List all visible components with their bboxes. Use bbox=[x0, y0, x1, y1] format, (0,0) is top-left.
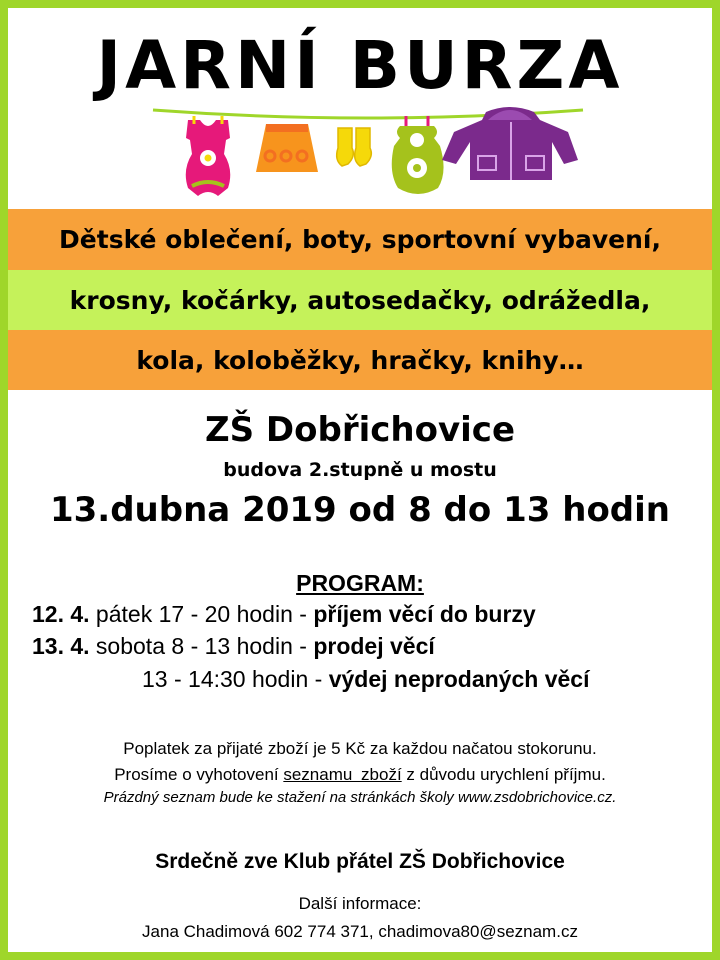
yellow-socks-icon bbox=[337, 128, 372, 166]
program-activity: výdej neprodaných věcí bbox=[328, 666, 590, 692]
program-date: 12. 4. bbox=[32, 601, 90, 627]
program-time: sobota 8 - 13 hodin - bbox=[89, 633, 314, 659]
contact-info: Jana Chadimová 602 774 371, chadimova80@seznam.cz bbox=[142, 922, 578, 941]
clothesline-illustration bbox=[138, 98, 598, 208]
pink-onesie-icon bbox=[186, 116, 231, 196]
list-note bbox=[8, 765, 712, 785]
fee-note: Poplatek za přijaté zboží je 5 Kč za každou načatou stokorunu. bbox=[123, 739, 597, 758]
list-note-after: z důvodu urychlení příjmu. bbox=[401, 765, 606, 784]
invitation: Srdečně zve Klub přátel ZŠ Dobřichovice bbox=[155, 850, 565, 873]
orange-skirt-icon bbox=[256, 124, 318, 172]
program-time: 13 - 14:30 hodin - bbox=[142, 666, 329, 692]
list-note-before: Prosíme o vyhotovení bbox=[114, 765, 284, 784]
items-band-2: krosny, kočárky, autosedačky, odrážedla, bbox=[8, 270, 712, 330]
items-band-1: Dětské oblečení, boty, sportovní vybavení, bbox=[8, 209, 712, 270]
program-activity: prodej věcí bbox=[313, 633, 435, 659]
program-time: pátek 17 - 20 hodin - bbox=[89, 601, 314, 627]
list-note-underlined: seznamu zboží bbox=[283, 765, 402, 784]
poster-title: JARNÍ BURZA bbox=[96, 27, 624, 104]
program-line-3 bbox=[142, 666, 589, 693]
program-line-1 bbox=[32, 601, 536, 628]
download-note: Prázdný seznam bude ke stažení na stránkách školy www.zsdobrichovice.cz. bbox=[103, 789, 617, 806]
program-activity: příjem věcí do burzy bbox=[313, 601, 536, 627]
items-band-3: kola, koloběžky, hračky, knihy… bbox=[8, 330, 712, 390]
program-heading: PROGRAM: bbox=[296, 570, 424, 596]
venue-name: ZŠ Dobřichovice bbox=[204, 410, 516, 450]
event-date: 13.dubna 2019 od 8 do 13 hodin bbox=[49, 490, 671, 530]
contact-label: Další informace: bbox=[298, 894, 422, 913]
program-line-2 bbox=[32, 633, 435, 660]
green-bib-icon bbox=[392, 116, 444, 194]
building-note: budova 2.stupně u mostu bbox=[223, 459, 497, 481]
program-date: 13. 4. bbox=[32, 633, 90, 659]
